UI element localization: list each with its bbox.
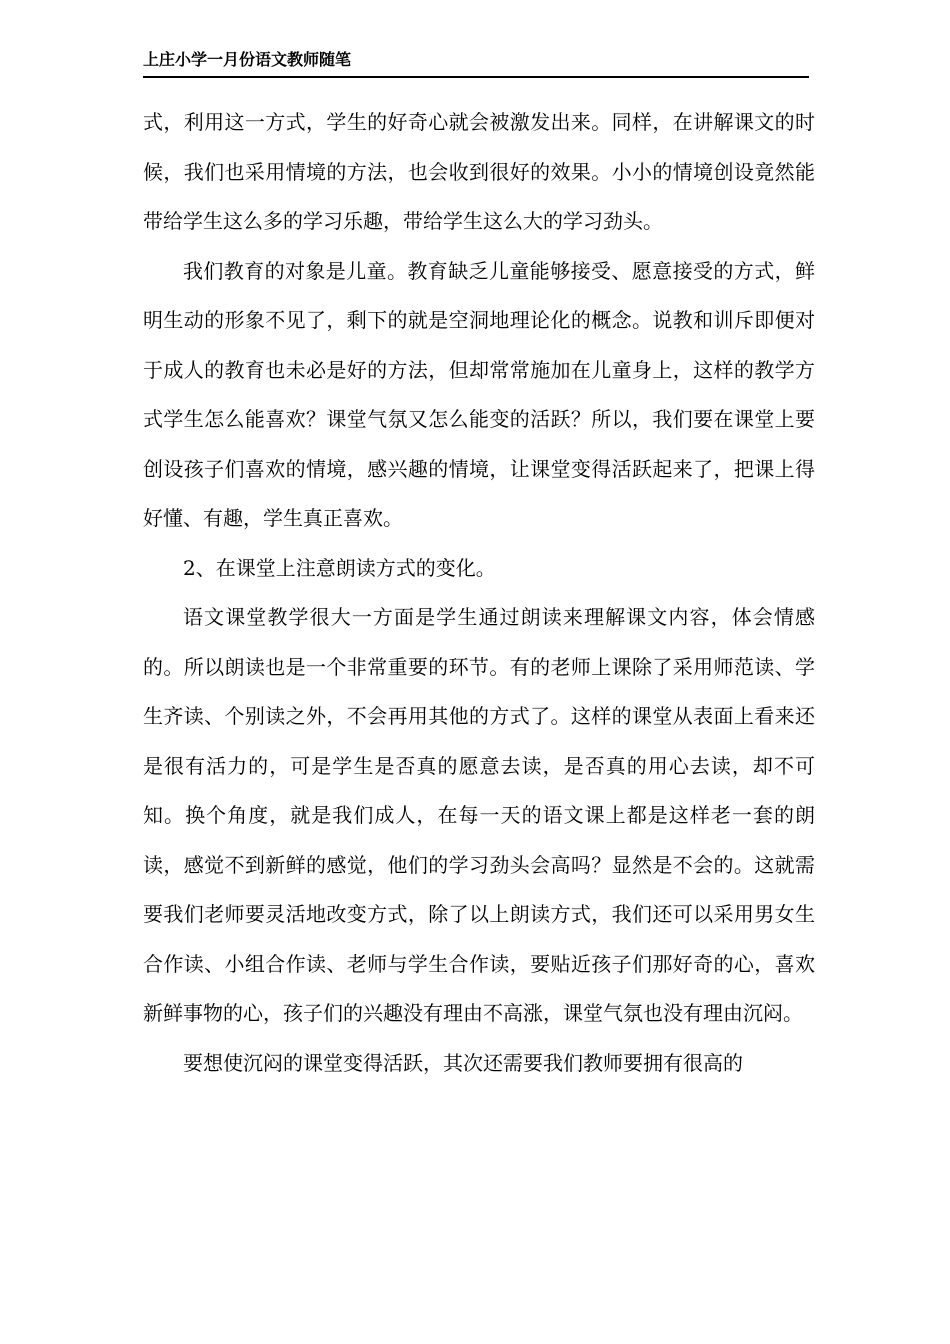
paragraph-children-education: 我们教育的对象是儿童。教育缺乏儿童能够接受、愿意接受的方式，鲜明生动的形象不见了，剩下的就是空洞地理论化的概念。说教和训斥即便对于成人的教育也未必是好的方法，但却常常施加在儿童身上，这样的教学方式学生怎么能喜欢？课堂气氛又怎么能变的活跃？所以，我们要在课堂上要创设孩子们喜欢的情境，感兴趣的情境，让课堂变得活跃起来了，把课上得好懂、有趣，学生真正喜欢。	[143, 258, 815, 530]
document-body	[143, 98, 815, 1088]
page-header	[143, 48, 809, 78]
paragraph-teacher-requirements: 要想使沉闷的课堂变得活跃，其次还需要我们教师要拥有很高的	[183, 1050, 743, 1075]
section-heading-reading: 2、在课堂上注意朗读方式的变化。	[183, 555, 496, 580]
paragraph-reading-methods: 语文课堂教学很大一方面是学生通过朗读来理解课文内容，体会情感的。所以朗读也是一个非常重要的环节。有的老师上课除了采用师范读、学生齐读、个别读之外，不会再用其他的方式了。这样的课堂从表面上看来还是很有活力的，可是学生是否真的愿意去读，是否真的用心去读，却不可知。换个角度，就是我们成人，在每一天的语文课上都是这样老一套的朗读，感觉不到新鲜的感觉，他们的学习劲头会高吗？显然是不会的。这就需要我们老师要灵活地改变方式，除了以上朗读方式，我们还可以采用男女生合作读、小组合作读、老师与学生合作读，要贴近孩子们那好奇的心，喜欢新鲜事物的心，孩子们的兴趣没有理由不高涨，课堂气氛也没有理由沉闷。	[143, 605, 815, 1025]
header-title: 上庄小学一月份语文教师随笔	[143, 50, 352, 69]
paragraph-continued: 式，利用这一方式，学生的好奇心就会被激发出来。同样，在讲解课文的时候，我们也采用情境的方法，也会收到很好的效果。小小的情境创设竟然能带给学生这么多的学习乐趣，带给学生这么大的学习劲头。	[143, 110, 815, 233]
